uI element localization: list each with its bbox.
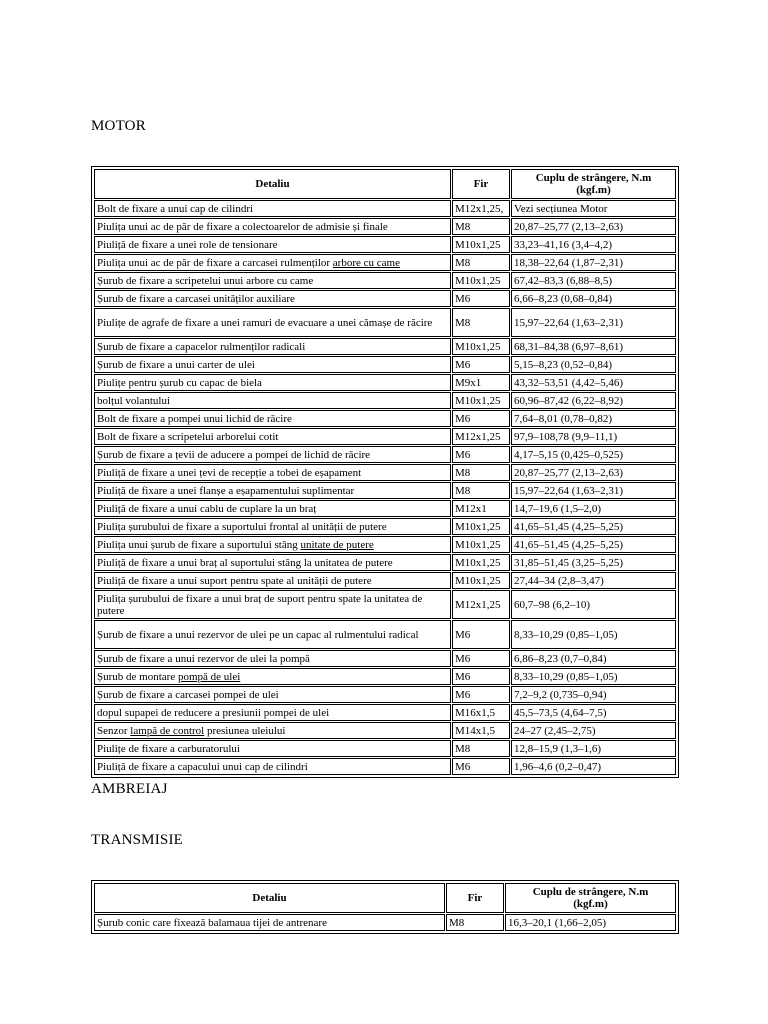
cell-fir: M10x1,25 — [452, 536, 510, 553]
cell-fir: M8 — [452, 254, 510, 271]
detaliu-text: Bolt de fixare a unui cap de cilindri — [97, 202, 254, 215]
cell-cuplu: 27,44–34 (2,8–3,47) — [511, 572, 676, 589]
section-title-transmisie: TRANSMISIE — [91, 832, 184, 848]
detaliu-text: Piulița șurubului de fixare a suportului frontal al unității de putere — [97, 520, 387, 533]
cell-detaliu — [94, 722, 451, 739]
table-row — [94, 392, 676, 409]
cell-detaliu — [94, 308, 451, 337]
cell-fir: M12x1,25, — [452, 200, 510, 217]
cell-detaliu — [94, 590, 451, 619]
cell-cuplu: 8,33–10,29 (0,85–1,05) — [511, 620, 676, 649]
cell-fir: M12x1,25 — [452, 428, 510, 445]
detaliu-text: bolțul volantului — [97, 394, 171, 407]
cell-detaliu — [94, 254, 451, 271]
cell-fir: M6 — [452, 668, 510, 685]
cell-detaliu — [94, 482, 451, 499]
detaliu-text: Șurub de fixare a unui carter de ulei — [97, 358, 255, 371]
cell-cuplu: 31,85–51,45 (3,25–5,25) — [511, 554, 676, 571]
cell-cuplu: 15,97–22,64 (1,63–2,31) — [511, 308, 676, 337]
cell-fir: M6 — [452, 620, 510, 649]
table-row — [94, 668, 676, 685]
cell-fir: M10x1,25 — [452, 554, 510, 571]
cell-cuplu: 24–27 (2,45–2,75) — [511, 722, 676, 739]
cell-fir: M6 — [452, 650, 510, 667]
cell-fir: M8 — [452, 740, 510, 757]
cell-cuplu: 1,96–4,6 (0,2–0,47) — [511, 758, 676, 775]
cell-fir: M6 — [452, 290, 510, 307]
cell-detaliu — [94, 464, 451, 481]
cell-detaliu — [94, 236, 451, 253]
cell-cuplu: 4,17–5,15 (0,425–0,525) — [511, 446, 676, 463]
cell-cuplu: 5,15–8,23 (0,52–0,84) — [511, 356, 676, 373]
table-row — [94, 536, 676, 553]
cell-detaliu — [94, 554, 451, 571]
cell-fir: M10x1,25 — [452, 392, 510, 409]
detaliu-text: Piulița unui șurub de fixare a suportului stâng — [97, 538, 301, 551]
table-row — [94, 236, 676, 253]
table-row — [94, 464, 676, 481]
cell-fir: M8 — [452, 308, 510, 337]
detaliu-text: Șurub de fixare a capacelor rulmenților radicali — [97, 340, 306, 353]
cell-fir: M6 — [452, 686, 510, 703]
table-row — [94, 758, 676, 775]
cell-cuplu: 16,3–20,1 (1,66–2,05) — [505, 914, 676, 931]
detaliu-text: Șurub de montare — [97, 670, 178, 683]
header-cuplu-line1: Cuplu de strângere, N.m — [532, 886, 649, 898]
cell-detaliu — [94, 200, 451, 217]
cell-detaliu — [94, 338, 451, 355]
table-row — [94, 740, 676, 757]
detaliu-text: Piulițe de fixare a carburatorului — [97, 742, 240, 755]
detaliu-text: Piulița unui ac de păr de fixare a carcasei rulmenților — [97, 256, 333, 269]
cell-fir: M6 — [452, 446, 510, 463]
detaliu-text: Piuliță de fixare a unei țevi de recepție a tobei de eșapament — [97, 466, 362, 479]
cell-detaliu — [94, 446, 451, 463]
cell-fir: M9x1 — [452, 374, 510, 391]
detaliu-text: Șurub de fixare a carcasei unităților auxiliare — [97, 292, 295, 305]
cell-cuplu: 6,66–8,23 (0,68–0,84) — [511, 290, 676, 307]
cell-fir: M8 — [452, 218, 510, 235]
cell-cuplu: 60,96–87,42 (6,22–8,92) — [511, 392, 676, 409]
cell-cuplu: 41,65–51,45 (4,25–5,25) — [511, 518, 676, 535]
detaliu-text: Bolt de fixare a pompei unui lichid de răcire — [97, 412, 292, 425]
cell-fir: M10x1,25 — [452, 572, 510, 589]
detaliu-text: Piuliță de fixare a unei flanșe a eșapamentului suplimentar — [97, 484, 355, 497]
table-row — [94, 572, 676, 589]
cell-cuplu: 45,5–73,5 (4,64–7,5) — [511, 704, 676, 721]
header-detaliu: Detaliu — [94, 169, 451, 199]
cell-fir: M8 — [452, 482, 510, 499]
cell-detaliu — [94, 536, 451, 553]
table-row — [94, 704, 676, 721]
cell-detaliu — [94, 650, 451, 667]
cell-cuplu: 6,86–8,23 (0,7–0,84) — [511, 650, 676, 667]
cell-detaliu — [94, 668, 451, 685]
detaliu-text: Șurub de fixare a unui rezervor de ulei pe un capac al rulmentului radical — [97, 628, 419, 641]
cell-cuplu: 14,7–19,6 (1,5–2,0) — [511, 500, 676, 517]
detaliu-text: Șurub de fixare a scripetelui unui arbore cu came — [97, 274, 314, 287]
table-row — [94, 914, 676, 931]
detaliu-text: Senzor — [97, 724, 131, 737]
detaliu-text: Piulița șurubului de fixare a unui braț de suport pentru spate la unitatea de putere — [97, 592, 423, 617]
table-header-row — [94, 169, 676, 199]
detaliu-text: Șurub de fixare a carcasei pompei de ulei — [97, 688, 279, 701]
table-row — [94, 272, 676, 289]
detaliu-link-text: pompă de ulei — [177, 670, 241, 683]
cell-fir: M10x1,25 — [452, 236, 510, 253]
detaliu-text-after: presiunea uleiului — [204, 724, 286, 737]
cell-detaliu — [94, 620, 451, 649]
cell-detaliu — [94, 686, 451, 703]
cell-detaliu — [94, 758, 451, 775]
detaliu-link-text: lampă de control — [130, 724, 205, 737]
header-cuplu-line2: (kgf.m) — [576, 184, 611, 196]
section-title-motor: MOTOR — [91, 118, 146, 134]
table-row — [94, 650, 676, 667]
table-row — [94, 290, 676, 307]
cell-fir: M16x1,5 — [452, 704, 510, 721]
cell-detaliu — [94, 914, 445, 931]
cell-fir: M12x1,25 — [452, 590, 510, 619]
cell-cuplu: Vezi secțiunea Motor — [511, 200, 676, 217]
cell-detaliu — [94, 290, 451, 307]
cell-detaliu — [94, 356, 451, 373]
table-row — [94, 722, 676, 739]
header-cuplu — [511, 169, 676, 199]
table-row — [94, 482, 676, 499]
header-detaliu: Detaliu — [94, 883, 445, 913]
cell-detaliu — [94, 500, 451, 517]
cell-cuplu: 8,33–10,29 (0,85–1,05) — [511, 668, 676, 685]
cell-cuplu: 97,9–108,78 (9,9–11,1) — [511, 428, 676, 445]
detaliu-text: Șurub de fixare a unui rezervor de ulei la pompă — [97, 652, 310, 665]
cell-cuplu: 43,32–53,51 (4,42–5,46) — [511, 374, 676, 391]
detaliu-text: Șurub de fixare a țevii de aducere a pompei de lichid de răcire — [97, 448, 371, 461]
detaliu-link-text: arbore cu came — [332, 256, 400, 269]
cell-cuplu: 7,64–8,01 (0,78–0,82) — [511, 410, 676, 427]
header-cuplu — [505, 883, 676, 913]
cell-fir: M12x1 — [452, 500, 510, 517]
detaliu-text: Piuliță de fixare a unei role de tensionare — [97, 238, 278, 251]
table-row — [94, 308, 676, 337]
cell-fir: M6 — [452, 410, 510, 427]
cell-fir: M10x1,25 — [452, 272, 510, 289]
table-row — [94, 554, 676, 571]
table-row — [94, 200, 676, 217]
table-row — [94, 428, 676, 445]
cell-detaliu — [94, 392, 451, 409]
table-row — [94, 590, 676, 619]
table-row — [94, 446, 676, 463]
cell-fir: M10x1,25 — [452, 518, 510, 535]
detaliu-text: Piuliță de fixare a unui cablu de cuplare la un braț — [97, 502, 317, 515]
cell-cuplu: 67,42–83,3 (6,88–8,5) — [511, 272, 676, 289]
detaliu-link-text: unitate de putere — [300, 538, 374, 551]
table-row — [94, 620, 676, 649]
cell-cuplu: 7,2–9,2 (0,735–0,94) — [511, 686, 676, 703]
cell-detaliu — [94, 518, 451, 535]
cell-detaliu — [94, 704, 451, 721]
transmisie-torque-table — [91, 880, 679, 934]
cell-cuplu: 41,65–51,45 (4,25–5,25) — [511, 536, 676, 553]
table-row — [94, 374, 676, 391]
table-header-row — [94, 883, 676, 913]
table-row — [94, 518, 676, 535]
cell-cuplu: 60,7–98 (6,2–10) — [511, 590, 676, 619]
section-title-ambreiaj: AMBREIAJ — [91, 781, 168, 797]
cell-detaliu — [94, 572, 451, 589]
cell-cuplu: 68,31–84,38 (6,97–8,61) — [511, 338, 676, 355]
table-row — [94, 254, 676, 271]
cell-cuplu: 20,87–25,77 (2,13–2,63) — [511, 218, 676, 235]
table-row — [94, 686, 676, 703]
header-cuplu-line2: (kgf.m) — [573, 898, 608, 910]
cell-fir: M8 — [452, 464, 510, 481]
table-row — [94, 218, 676, 235]
detaliu-text: Piuliță de fixare a capacului unui cap de cilindri — [97, 760, 308, 773]
cell-fir: M10x1,25 — [452, 338, 510, 355]
detaliu-text: Piuliță de fixare a unui braț al suportului stâng la unitatea de putere — [97, 556, 393, 569]
cell-detaliu — [94, 218, 451, 235]
header-cuplu-line1: Cuplu de strângere, N.m — [535, 172, 652, 184]
cell-detaliu — [94, 374, 451, 391]
detaliu-text: Piulițe de agrafe de fixare a unei ramuri de evacuare a unei cămașe de răcire — [97, 316, 433, 329]
cell-cuplu: 33,23–41,16 (3,4–4,2) — [511, 236, 676, 253]
table-row — [94, 338, 676, 355]
cell-detaliu — [94, 428, 451, 445]
table-row — [94, 356, 676, 373]
detaliu-text: Șurub conic care fixează balamaua tijei de antrenare — [97, 916, 327, 929]
detaliu-text: dopul supapei de reducere a presiunii pompei de ulei — [97, 706, 330, 719]
cell-fir: M6 — [452, 758, 510, 775]
header-fir: Fir — [452, 169, 510, 199]
cell-fir: M6 — [452, 356, 510, 373]
cell-cuplu: 20,87–25,77 (2,13–2,63) — [511, 464, 676, 481]
detaliu-text: Bolt de fixare a scripetelui arborelui cotit — [97, 430, 279, 443]
cell-fir: M8 — [446, 914, 504, 931]
cell-detaliu — [94, 740, 451, 757]
cell-cuplu: 12,8–15,9 (1,3–1,6) — [511, 740, 676, 757]
cell-detaliu — [94, 410, 451, 427]
table-row — [94, 410, 676, 427]
detaliu-text: Piulița unui ac de păr de fixare a colectoarelor de admisie și finale — [97, 220, 388, 233]
cell-cuplu: 18,38–22,64 (1,87–2,31) — [511, 254, 676, 271]
cell-fir: M14x1,5 — [452, 722, 510, 739]
header-fir: Fir — [446, 883, 504, 913]
table-row — [94, 500, 676, 517]
cell-cuplu: 15,97–22,64 (1,63–2,31) — [511, 482, 676, 499]
detaliu-text: Piuliță de fixare a unui suport pentru spate al unității de putere — [97, 574, 372, 587]
motor-torque-table — [91, 166, 679, 778]
detaliu-text: Piulițe pentru șurub cu capac de biela — [97, 376, 262, 389]
cell-detaliu — [94, 272, 451, 289]
